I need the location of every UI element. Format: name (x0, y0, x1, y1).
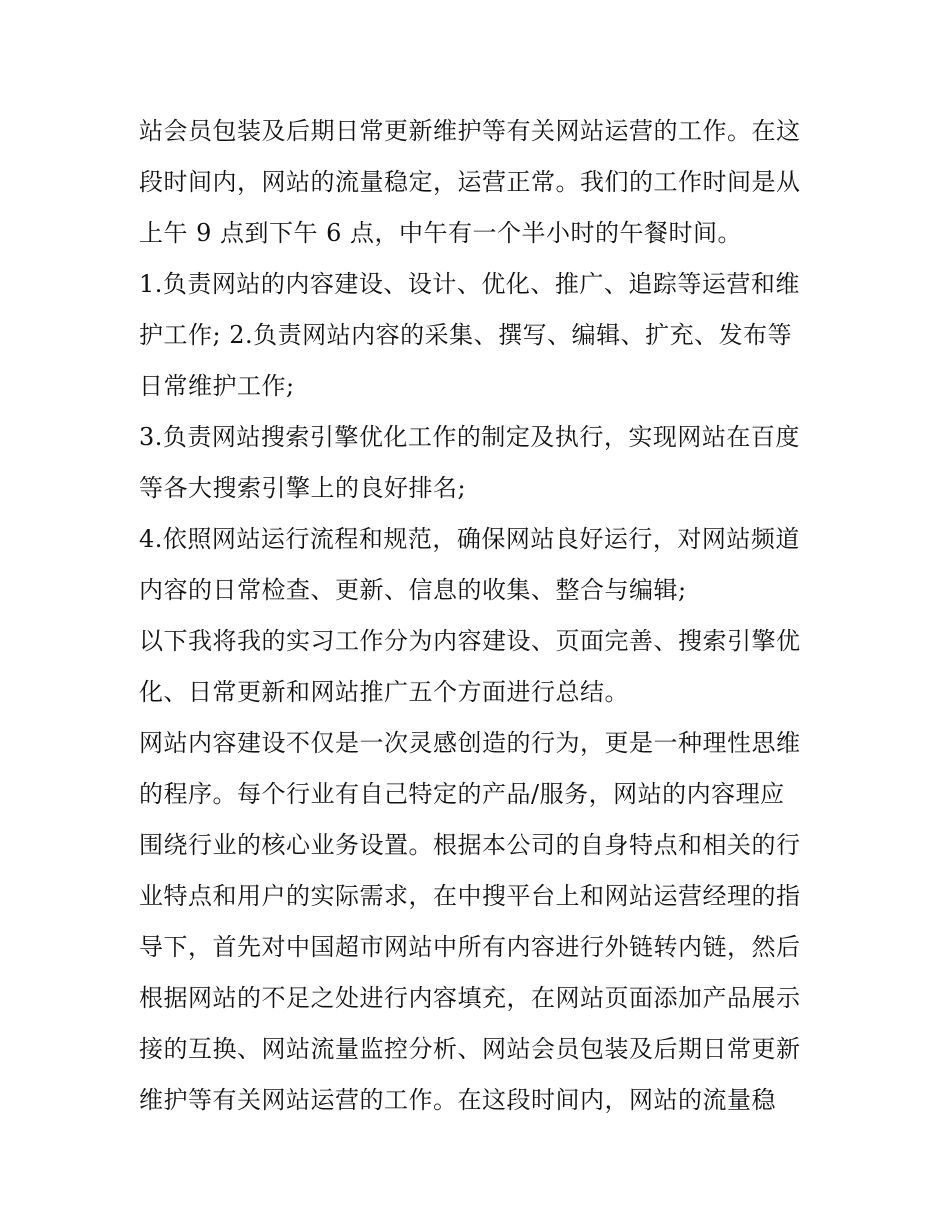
text-line: 护工作; 2.负责网站内容的采集、撰写、编辑、扩充、发布等 (139, 321, 793, 349)
text-line: 以下我将我的实习工作分为内容建设、页面完善、搜索引擎优 (139, 627, 801, 655)
text-line: 化、日常更新和网站推广五个方面进行总结。 (139, 678, 629, 706)
text-line: 等各大搜索引擎上的良好排名; (139, 474, 467, 502)
text-line: 业特点和用户的实际需求，在中搜平台上和网站运营经理的指 (139, 882, 801, 910)
text-line: 根据网站的不足之处进行内容填充，在网站页面添加产品展示 (139, 984, 801, 1012)
text-line: 维护等有关网站运营的工作。在这段时间内，网站的流量稳 (139, 1086, 776, 1114)
text-line: 3.负责网站搜索引擎优化工作的制定及执行，实现网站在百度 (139, 423, 800, 451)
text-line: 的程序。每个行业有自己特定的产品/服务，网站的内容理应 (139, 780, 785, 808)
text-line: 网站内容建设不仅是一次灵感创造的行为，更是一种理性思维 (139, 729, 801, 757)
text-line: 1.负责网站的内容建设、设计、优化、推广、追踪等运营和维 (139, 270, 800, 298)
text-line: 导下，首先对中国超市网站中所有内容进行外链转内链，然后 (139, 933, 801, 961)
text-line: 上午 9 点到下午 6 点，中午有一个半小时的午餐时间。 (139, 219, 743, 247)
text-line: 段时间内，网站的流量稳定，运营正常。我们的工作时间是从 (139, 168, 801, 196)
text-line: 4.依照网站运行流程和规范，确保网站良好运行，对网站频道 (139, 525, 800, 553)
text-line: 日常维护工作; (139, 372, 295, 400)
text-line: 内容的日常检查、更新、信息的收集、整合与编辑; (139, 576, 687, 604)
text-line: 接的互换、网站流量监控分析、网站会员包装及后期日常更新 (139, 1035, 801, 1063)
text-line: 站会员包装及后期日常更新维护等有关网站运营的工作。在这 (139, 117, 801, 145)
document-body (139, 106, 819, 1126)
text-line: 围绕行业的核心业务设置。根据本公司的自身特点和相关的行 (139, 831, 801, 859)
